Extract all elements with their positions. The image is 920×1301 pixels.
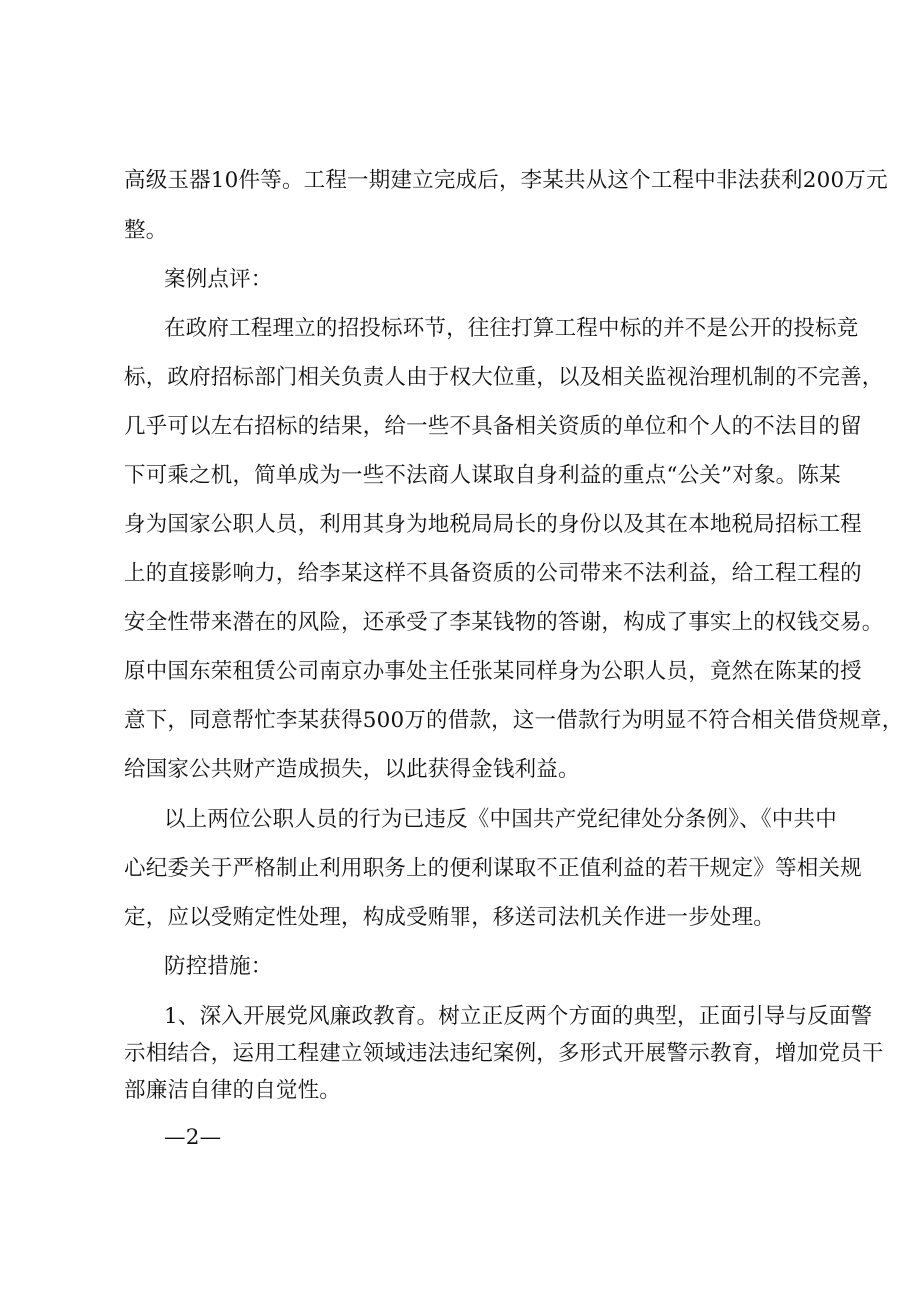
text-line: 高级玉器10件等。工程一期建立完成后，李某共从这个工程中非法获利200万元 bbox=[124, 168, 888, 193]
text-line: 安全性带来潜在的风险，还承受了李某钱物的答谢，构成了事实上的权钱交易。 bbox=[124, 610, 884, 635]
text-line: 部廉洁自律的自觉性。 bbox=[124, 1078, 342, 1103]
section-heading-review: 案例点评： bbox=[164, 267, 273, 292]
text-line: 1、深入开展党风廉政教育。树立正反两个方面的典型，正面引导与反面警 bbox=[164, 1004, 873, 1029]
text-line: 身为国家公职人员，利用其身为地税局局长的身份以及其在本地税局招标工程 bbox=[124, 512, 862, 537]
section-heading-measures: 防控措施： bbox=[164, 954, 273, 979]
text-line: 定，应以受贿定性处理，构成受贿罪，移送司法机关作进一步处理。 bbox=[124, 905, 776, 930]
text-line: 原中国东荣租赁公司南京办事处主任张某同样身为公职人员，竟然在陈某的授 bbox=[124, 659, 862, 684]
text-line: 示相结合，运用工程建立领域违法违纪案例，多形式开展警示教育，增加党员干 bbox=[124, 1041, 884, 1066]
text-line: 意下，同意帮忙李某获得500万的借款，这一借款行为明显不符合相关借贷规章， bbox=[124, 708, 904, 733]
text-line: 几乎可以左右招标的结果，给一些不具备相关资质的单位和个人的不法目的留 bbox=[124, 414, 862, 439]
text-line: 在政府工程理立的招投标环节，往往打算工程中标的并不是公开的投标竞 bbox=[164, 316, 859, 341]
text-line: 下可乘之机，简单成为一些不法商人谋取自身利益的重点“公关”对象。陈某 bbox=[124, 463, 841, 488]
text-line: 标，政府招标部门相关负责人由于权大位重，以及相关监视治理机制的不完善， bbox=[124, 365, 884, 390]
text-line: 整。 bbox=[124, 218, 168, 243]
text-line: 上的直接影响力，给李某这样不具备资质的公司带来不法利益，给工程工程的 bbox=[124, 561, 862, 586]
text-line: 以上两位公职人员的行为已违反《中国共产党纪律处分条例》、《中共中 bbox=[164, 807, 837, 832]
text-line: 心纪委关于严格制止利用职务上的便利谋取不正值利益的若干规定》等相关规 bbox=[124, 856, 862, 881]
page-number: —2— bbox=[164, 1125, 222, 1150]
text-line: 给国家公共财产造成损失，以此获得金钱利益。 bbox=[124, 757, 580, 782]
